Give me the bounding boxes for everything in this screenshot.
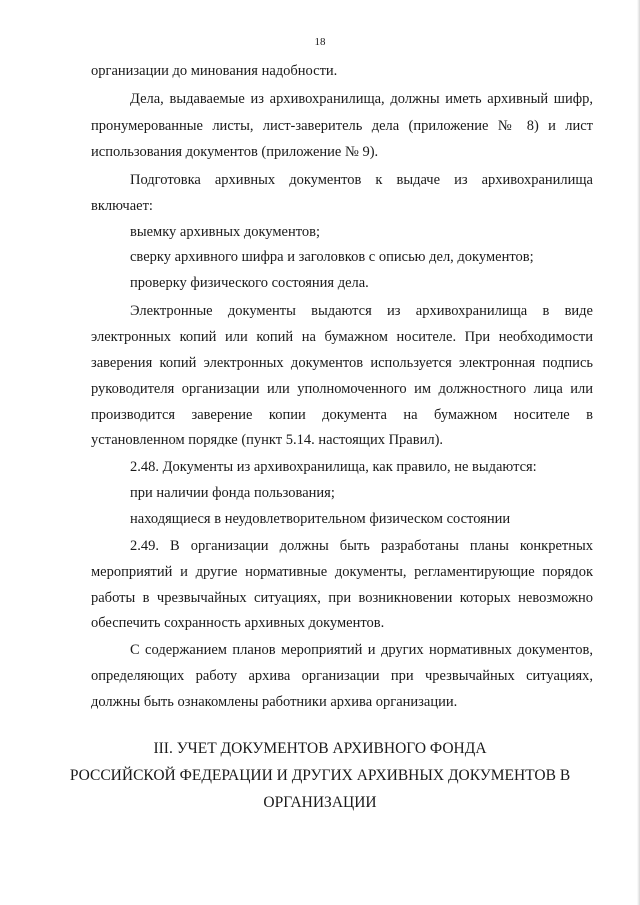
text-line: включает: [91,198,153,214]
list-item: проверку физического состояния дела. [130,275,369,291]
clause-2-49: 2.49. В организации должны быть разработаны планы конкретных [130,538,593,554]
text-line: обеспечить сохранность архивных документов. [91,615,385,631]
text-line: электронных копий или копий на бумажном носителе. При необходимости [91,329,593,345]
text-line: определяющих работу архива организации при чрезвычайных ситуациях, [91,668,593,684]
text-line: Дела, выдаваемые из архивохранилища, должны иметь архивный шифр, [130,91,593,107]
text-line: производится заверение копии документа на бумажном носителе в [91,407,593,423]
text-line: установленном порядке (пункт 5.14. настоящих Правил). [91,432,444,448]
text-line: Электронные документы выдаются из архивохранилища в виде [130,303,593,319]
list-item: при наличии фонда пользования; [130,485,335,501]
list-item: сверку архивного шифра и заголовков с описью дел, документов; [130,249,534,265]
section-heading-line: III. УЧЕТ ДОКУМЕНТОВ АРХИВНОГО ФОНДА [153,740,487,757]
text-line: использования документов (приложение № 9). [91,144,379,160]
clause-2-48: 2.48. Документы из архивохранилища, как правило, не выдаются: [130,459,537,475]
list-item: находящиеся в неудовлетворительном физическом состоянии [130,511,511,527]
section-heading-line: РОССИЙСКОЙ ФЕДЕРАЦИИ И ДРУГИХ АРХИВНЫХ ДОКУМЕНТОВ В [69,767,571,784]
text-line: мероприятий и другие нормативные документы, регламентирующие порядок [91,564,593,580]
text-line: работы в чрезвычайных ситуациях, при возникновении которых невозможно [91,590,593,606]
text-line: должны быть ознакомлены работники архива организации. [91,694,458,710]
section-heading-line: ОРГАНИЗАЦИИ [263,794,377,811]
text-line: пронумерованные листы, лист-заверитель дела (приложение № 8) и лист [91,118,593,134]
list-item: выемку архивных документов; [130,224,321,240]
text-line: С содержанием планов мероприятий и других нормативных документов, [130,642,593,658]
text-line: Подготовка архивных документов к выдаче из архивохранилища [130,172,593,188]
text-line: заверения копий электронных документов используется электронная подпись [91,355,593,371]
text-line: руководителя организации или уполномоченного им должностного лица или [91,381,593,397]
page-number: 18 [314,36,326,48]
text-line: организации до минования надобности. [91,63,338,79]
